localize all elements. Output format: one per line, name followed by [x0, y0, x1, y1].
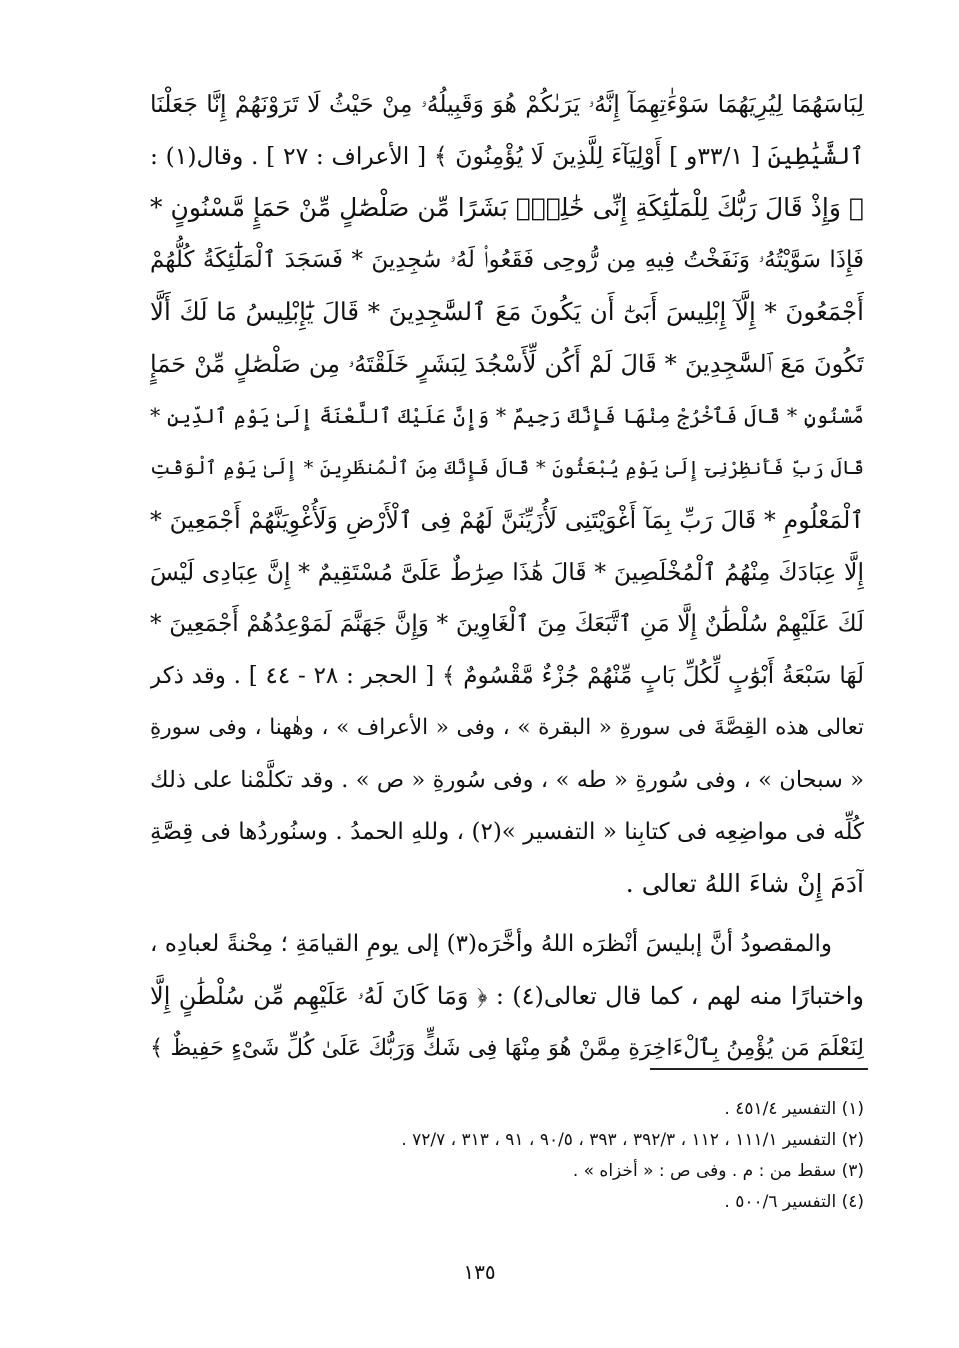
- text-line: لَهَا سَبْعَةُ أَبْوَٰبٍ لِّكُلِّ بَابٍ مِّنْهُمْ جُزْءٌ مَّقْسُومٌ ﴾ [ الحجر : ٢٨ - ٤٤ ] . وقد ذكر: [150, 663, 864, 689]
- text-line: لِبَاسَهُمَا لِيُرِيَهُمَا سَوْءَٰتِهِمَآ إِنَّهُۥ يَرَىٰكُمْ هُوَ وَقَبِيلُهُۥ مِنْ حَيْثُ لَا تَرَوْنَهُمْ إِنَّا جَعَلْنَا: [150, 90, 864, 118]
- text-line: آدَمَ إِنْ شاءَ اللهُ تعالى .: [625, 869, 864, 898]
- text-line: مَّسْنُونٍ * قَالَ فَٱخْرُجْ مِنْهَا فَإِنَّكَ رَجِيمٌ * وَإِنَّ عَلَيْكَ ٱللَّعْنَةَ إِلَىٰ يَوْمِ ٱلدِّينِ *: [150, 404, 864, 428]
- text-line: والمقصودُ أنَّ إبليسَ أنْظرَه اللهُ وأخَّرَه(٣) إلى يومِ القيامَةِ ؛ مِحْنةً لعبادِه ،: [150, 931, 832, 957]
- footnotes: [150, 1094, 864, 1218]
- text-line: تَكُونَ مَعَ ٱلسَّٰجِدِينَ * قَالَ لَمْ أَكُن لِّأَسْجُدَ لِبَشَرٍ خَلَقْتَهُۥ مِن صَلْصَٰلٍ مِّنْ حَمَإٍ: [150, 350, 864, 378]
- footnote: (١) التفسير ٤٥١/٤ .: [724, 1099, 864, 1119]
- footnote: (٣) سقط من : م . وفى ص : « أخزاه » .: [572, 1161, 864, 1181]
- text-line: ﴿ وَإِذْ قَالَ رَبُّكَ لِلْمَلَٰٓئِكَةِ إِنِّى خَٰلِقٌۢ بَشَرًا مِّن صَلْصَٰلٍ مِّنْ حَمَإٍ مَّسْنُونٍ *: [150, 193, 864, 222]
- footnote: (٤) التفسير ٥٠٠/٦ .: [724, 1192, 864, 1212]
- text-line: « سبحان » ، وفى سُورةِ « طه » ، وفى سُورةِ « ص » . وقد تكلَّمْنا على ذلك: [150, 767, 864, 793]
- text-line: ٱلشَّيَٰطِينَ [ ٣٣/١و ] أَوْلِيَآءَ لِلَّذِينَ لَا يُؤْمِنُونَ ﴾ [ الأعراف : ٢٧ ] . وقال(١) :: [150, 142, 864, 170]
- text-line: أَجْمَعُونَ * إِلَّآ إِبْلِيسَ أَبَىٰٓ أَن يَكُونَ مَعَ ٱلسَّٰجِدِينَ * قَالَ يَٰٓإِبْلِيسُ مَا لَكَ أَلَّا: [150, 297, 864, 326]
- footnote: (٢) التفسير ١١١/١ ، ١١٢ ، ٣٩٢/٣ ، ٣٩٣ ، ٩٠/٥ ، ٩١ ، ٣١٣ ، ٧٢/٧ .: [401, 1130, 864, 1150]
- text-line: لَكَ عَلَيْهِمْ سُلْطَٰنٌ إِلَّا مَنِ ٱتَّبَعَكَ مِنَ ٱلْغَاوِينَ * وَإِنَّ جَهَنَّمَ لَمَوْعِدُهُمْ أَجْمَعِينَ *: [150, 611, 864, 637]
- text-line: فَإِذَا سَوَّيْتُهُۥ وَنَفَخْتُ فِيهِ مِن رُّوحِى فَقَعُوا۟ لَهُۥ سَٰجِدِينَ * فَسَجَدَ ٱلْمَلَٰٓئِكَةُ كُلُّهُمْ: [150, 247, 864, 273]
- paragraph-gap: [150, 910, 864, 918]
- text-line: لِنَعْلَمَ مَن يُؤْمِنُ بِٱلْءَاخِرَةِ مِمَّنْ هُوَ مِنْهَا فِى شَكٍّ وَرَبُّكَ عَلَىٰ كُلِّ شَىْءٍ حَفِيظٌ ﴾: [150, 1035, 864, 1061]
- main-text: [150, 78, 864, 1074]
- text-line: ٱلْمَعْلُومِ * قَالَ رَبِّ بِمَآ أَغْوَيْتَنِى لَأُزَيِّنَنَّ لَهُمْ فِى ٱلْأَرْضِ وَلَأُغْوِيَنَّهُمْ أَجْمَعِينَ *: [150, 506, 864, 534]
- text-line: واختبارًا منه لهم ، كما قال تعالى(٤) : ﴿ وَمَا كَانَ لَهُۥ عَلَيْهِم مِّن سُلْطَٰنٍ إِلَّا: [150, 982, 864, 1010]
- text-line: كُلِّه فى مواضِعِه فى كتابِنا « التفسير »(٢) ، وللهِ الحمدُ . وسنُوردُها فى قِصَّةِ: [150, 819, 864, 845]
- text-line: تعالى هذه القِصَّةَ فى سورةِ « البقرة » ، وفى « الأعراف » ، وهٰهنا ، وفى سورةِ: [150, 715, 864, 740]
- text-line: قَالَ رَبِّ فَأَنظِرْنِىٓ إِلَىٰ يَوْمِ يُبْعَثُونَ * قَالَ فَإِنَّكَ مِنَ ٱلْمُنظَرِينَ * إِلَىٰ يَوْمِ ٱلْوَقْتِ: [150, 457, 864, 479]
- footnote-divider: [650, 1068, 868, 1070]
- page-number: ١٣٥: [463, 1260, 496, 1284]
- text-line: إِلَّا عِبَادَكَ مِنْهُمُ ٱلْمُخْلَصِينَ * قَالَ هَٰذَا صِرَٰطٌ عَلَىَّ مُسْتَقِيمٌ * إِنَّ عِبَادِى لَيْسَ: [150, 558, 864, 586]
